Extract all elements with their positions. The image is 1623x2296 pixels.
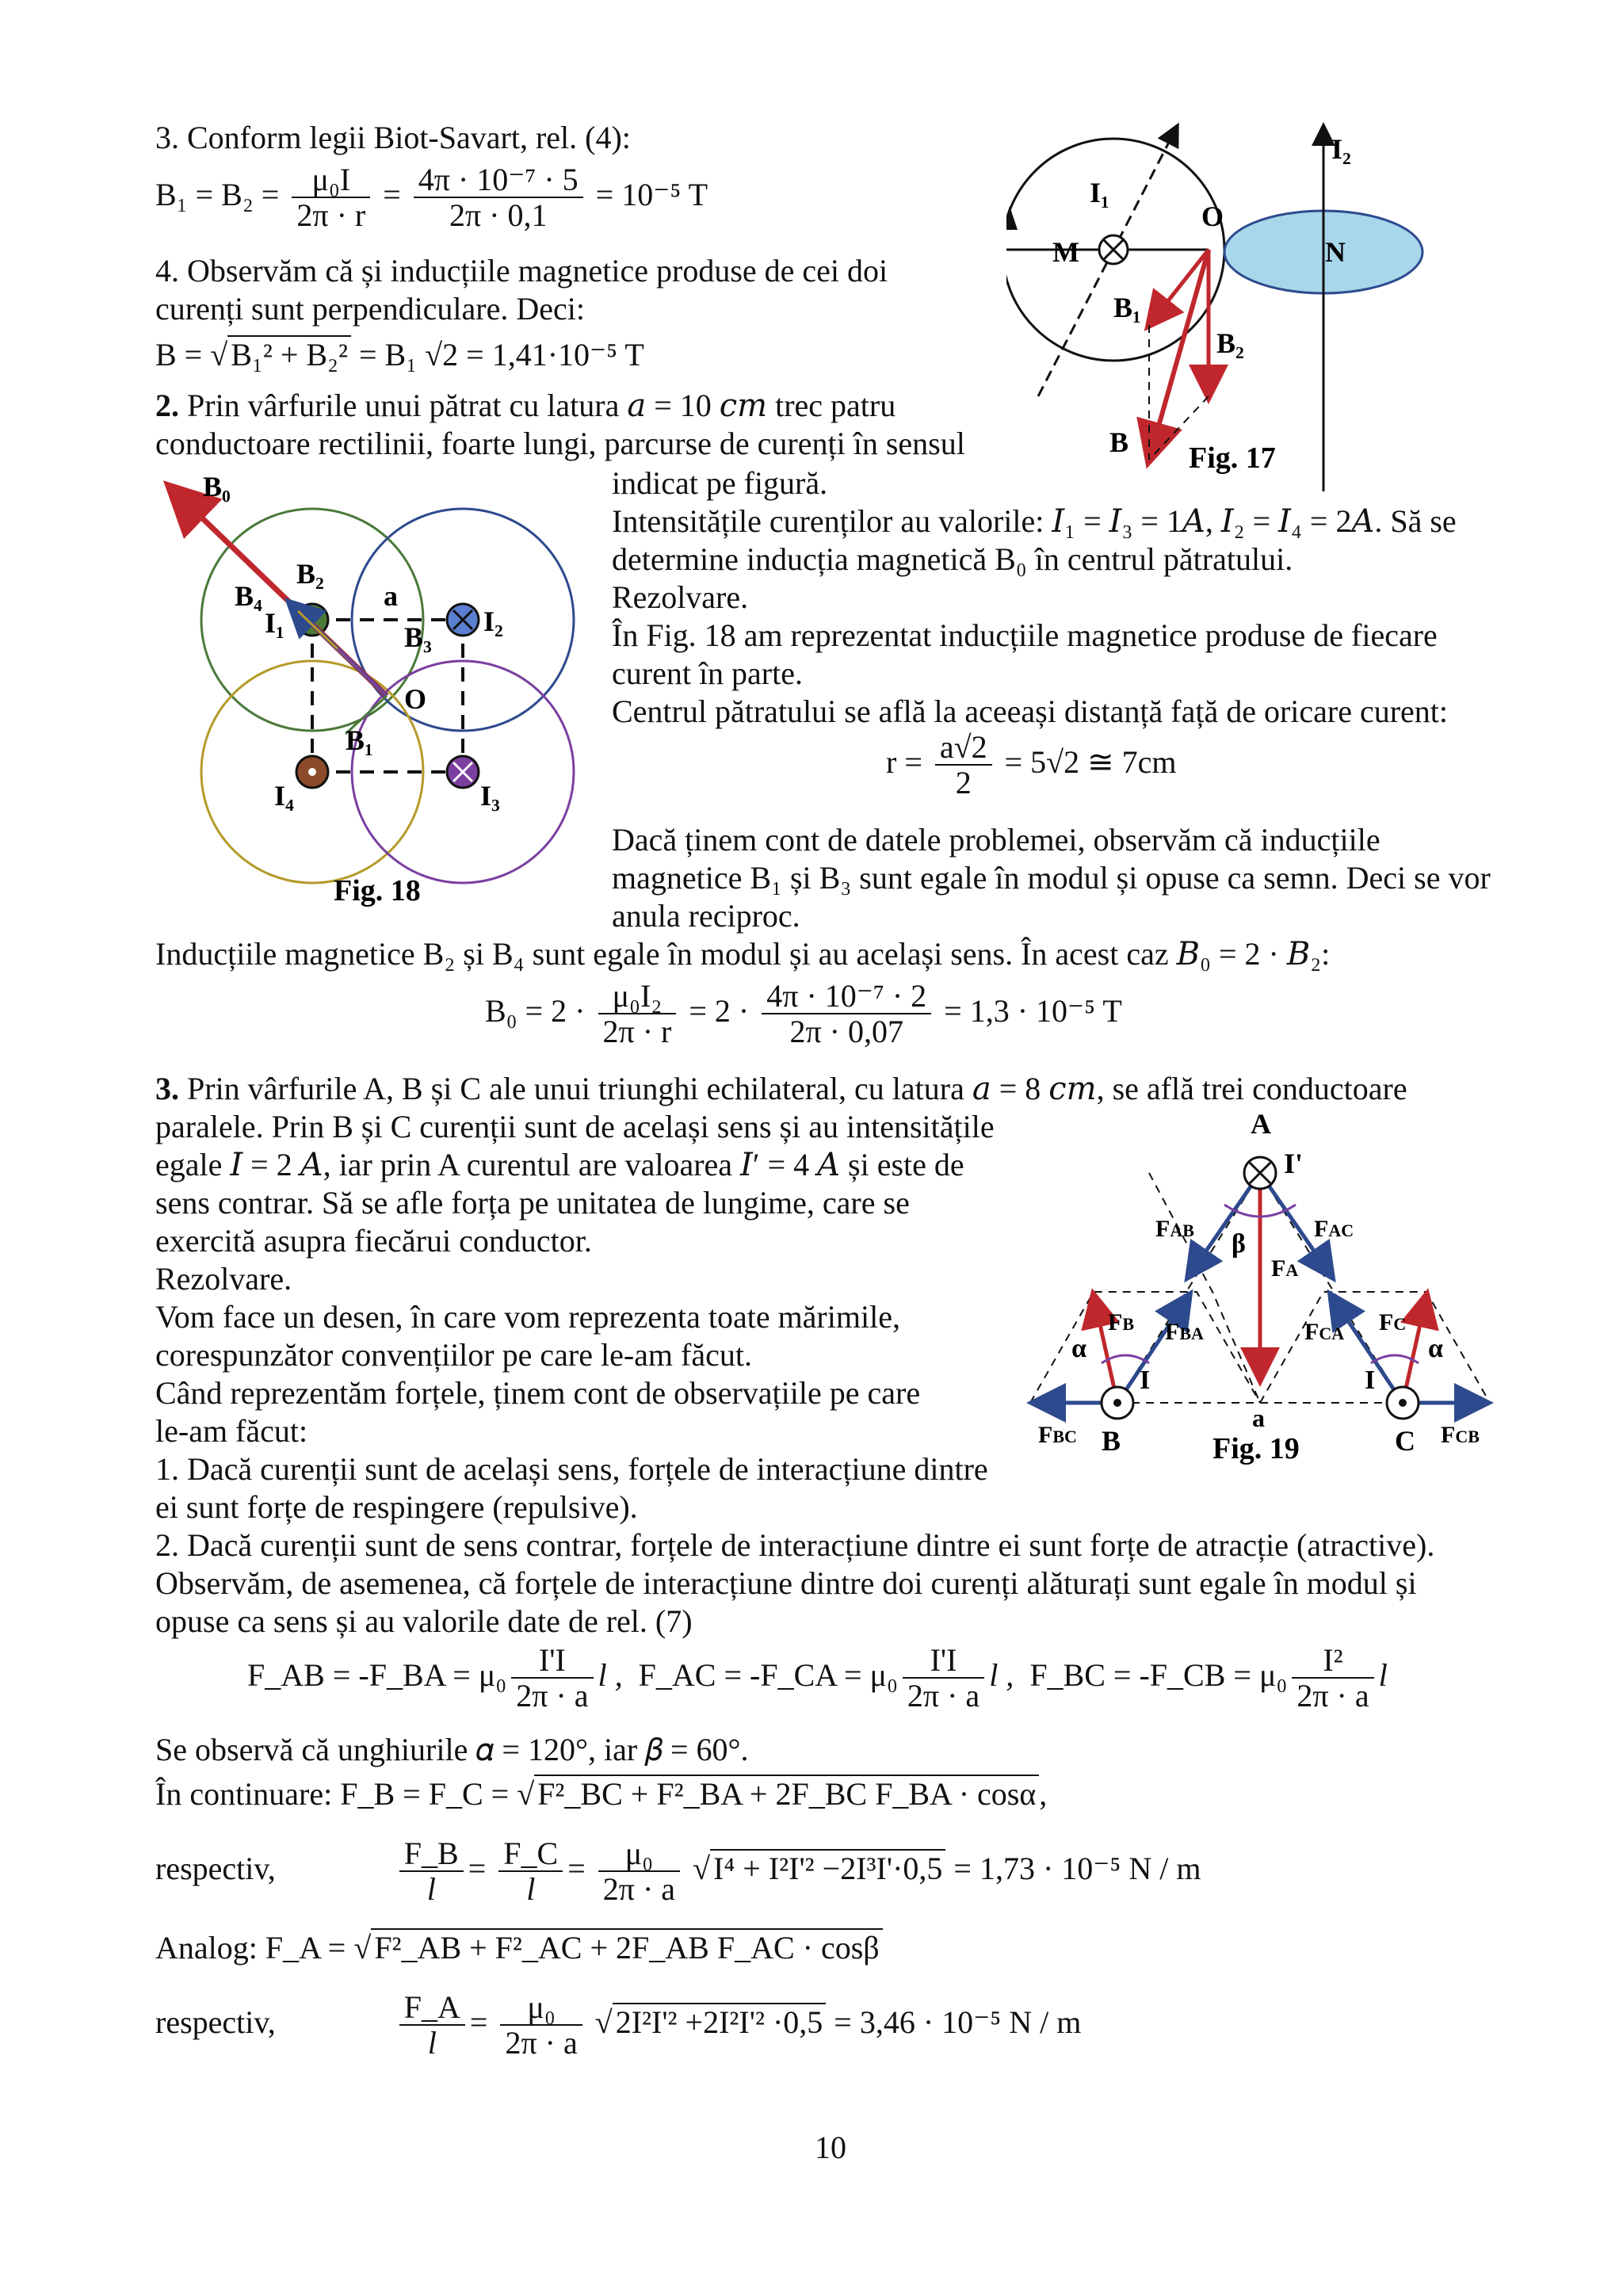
label-a: A xyxy=(1251,1110,1271,1140)
label-b1: B₁ xyxy=(1113,292,1141,323)
conductor-i1 xyxy=(296,604,328,636)
text-line: curent în parte. xyxy=(612,655,803,691)
label-fb: FB xyxy=(1108,1309,1135,1335)
text-line: indicat pe figură. xyxy=(612,465,828,501)
label-b3: B₃ xyxy=(404,621,432,653)
figure-18 xyxy=(155,472,607,916)
equation-b0: B₀ = 2 · $\frac{\text{μ₀I₂}}{2\pi \cdot r}$ = 2 · $\frac{\text{4π · 10⁻⁷ · 2}}{2\pi \cdot 0,07}$ = 1,3 · 10⁻⁵ T xyxy=(485,978,1122,1049)
figure-17 xyxy=(1006,111,1450,491)
vector-fba xyxy=(1117,1296,1189,1403)
text-line: corespunzător convențiilor pe care le-am făcut. xyxy=(155,1337,752,1373)
label-i1: I₁ xyxy=(265,607,285,639)
label-a: a xyxy=(384,580,398,612)
text-line: În Fig. 18 am reprezentat inducțiile magnetice produse de fiecare xyxy=(612,617,1438,653)
text-line: opuse ca sens și au valorile date de rel. (7) xyxy=(155,1603,693,1639)
text-line: 2. Prin vârfurile unui pătrat cu latura 𝑎 = 10 𝑐𝑚 trec patru xyxy=(155,388,896,423)
text-line: Intensitățile curenților au valorile: 𝐼₁ = 𝐼₃ = 1𝐴, 𝐼₂ = 𝐼₄ = 2𝐴. Să se xyxy=(612,503,1457,539)
label-b: B xyxy=(1109,426,1129,458)
label-o: O xyxy=(404,683,427,715)
text-line: exercită asupra fiecărui conductor. xyxy=(155,1223,592,1259)
text-line: curenți sunt perpendiculare. Deci: xyxy=(155,291,585,327)
label-i2: I₂ xyxy=(1331,133,1351,165)
label-i: I xyxy=(1365,1366,1376,1395)
text-line: le-am făcut: xyxy=(155,1413,308,1449)
text-line: Vom face un desen, în care vom reprezenta toate mărimile, xyxy=(155,1299,900,1335)
label-i-prime: I' xyxy=(1284,1148,1304,1179)
text-line: Dacă ținem cont de datele problemei, observăm că inducțiile xyxy=(612,822,1381,858)
label-a-side: a xyxy=(1252,1404,1265,1432)
text-line: egale 𝐼 = 2 𝐴, iar prin A curentul are valoarea 𝐼′ = 4 𝐴 și este de xyxy=(155,1147,964,1182)
label-fba: FBA xyxy=(1165,1319,1204,1345)
text-line: Observăm, de asemenea, că forțele de interacțiune dintre doi curenți alăturați sunt egale în modul și xyxy=(155,1565,1417,1601)
equation-r: r = $\frac{a√2}{2}$ = 5√2 ≅ 7cm xyxy=(886,729,1177,800)
text-line: Centrul pătratului se află la aceeași distanță față de oricare curent: xyxy=(612,693,1449,729)
label-i: I xyxy=(1140,1366,1151,1395)
label-fca: FCA xyxy=(1304,1319,1345,1345)
label-i4: I₄ xyxy=(274,780,294,812)
fig17-caption: Fig. 17 xyxy=(1189,441,1276,475)
label-fcb: FCB xyxy=(1441,1422,1480,1448)
label-alpha: α xyxy=(1071,1334,1086,1363)
text-line: conductoare rectilinii, foarte lungi, parcurse de curenți în sensul xyxy=(155,426,965,461)
equation-forces: F_AB = -F_BA = μ₀ $\frac{I'I}{2\pi \cdot a}$ l , F_AC = -F_CA = μ₀ $\frac{I'I}{2\pi \cdot a}$ l , F_BC = -F_CB = μ₀ $\frac{\text{I²}}{2\pi \cdot a}$ l xyxy=(247,1642,1388,1713)
label-fbc: FBC xyxy=(1038,1422,1077,1448)
text-line: determine inducția magnetică B₀ în centrul pătratului. xyxy=(612,541,1293,577)
label-m: M xyxy=(1052,236,1079,268)
text-line: paralele. Prin B și C curenții sunt de același sens și au intensitățile xyxy=(155,1109,995,1144)
text-line: Inducțiile magnetice B₂ și B₄ sunt egale în modul și au același sens. În acest caz 𝐵₀ = 2 · 𝐵₂: xyxy=(155,936,1331,972)
equation-fa-result: respectiv, $\frac{F\_A}{l}$ = $\frac{\text{μ₀}}{2\pi \cdot a}$ √ 2I²I'² +2I²I'² ·0,5 = 3,46 · 10⁻⁵ N / m xyxy=(155,1989,1082,2061)
label-alpha: α xyxy=(1428,1334,1443,1363)
label-fac: FAC xyxy=(1314,1216,1354,1242)
equation-fb: În continuare: F_B = F_C = √ F²_BC + F²_BA + 2F_BC F_BA · cosα , xyxy=(155,1776,1048,1812)
label-i3: I₃ xyxy=(480,780,500,812)
label-b2: B₂ xyxy=(1216,327,1244,359)
text-line: magnetice B₁ și B₃ sunt egale în modul și opuse ca semn. Deci se vor xyxy=(612,860,1491,896)
label-b0: B₀ xyxy=(203,472,231,502)
text-line: Când reprezentăm forțele, ținem cont de observațiile pe care xyxy=(155,1375,921,1411)
text-line: sens contrar. Să se afle forța pe unitatea de lungime, care se xyxy=(155,1185,910,1221)
label-b4: B₄ xyxy=(235,580,262,612)
vector-fab xyxy=(1189,1173,1260,1276)
text-line: anula reciproc. xyxy=(612,898,800,934)
figure-19 xyxy=(1022,1110,1514,1474)
label-fab: FAB xyxy=(1155,1216,1194,1242)
arrow-icon xyxy=(1006,206,1018,230)
fig19-caption: Fig. 19 xyxy=(1212,1432,1300,1465)
label-n: N xyxy=(1325,236,1346,268)
equation-b1-b2: B₁ = B₂ = $\frac{\text{μ₀I}}{2\pi \cdot r}$ = $\frac{\text{4π · 10⁻⁷ · 5}}{2\pi \cdot 0,1}$ = 10⁻⁵ T xyxy=(155,162,708,233)
fig18-caption: Fig. 18 xyxy=(334,874,421,907)
vector-b3 xyxy=(338,648,387,696)
page-number: 10 xyxy=(815,2130,846,2165)
label-i1: I₁ xyxy=(1090,177,1109,208)
text-line: 2. Dacă curenții sunt de sens contrar, forțele de interacțiune dintre ei sunt forțe de atracție (atractive). xyxy=(155,1527,1435,1563)
label-fc: FC xyxy=(1379,1309,1407,1335)
text-line: ei sunt forțe de respingere (repulsive). xyxy=(155,1489,638,1525)
label-fa: FA xyxy=(1271,1255,1299,1282)
text-line: Rezolvare. xyxy=(612,579,749,615)
label-b: B xyxy=(1102,1425,1121,1457)
text-line: Rezolvare. xyxy=(155,1261,292,1297)
label-i2: I₂ xyxy=(483,606,503,637)
label-beta: β xyxy=(1232,1229,1246,1259)
text-line: 1. Dacă curenții sunt de același sens, forțele de interacțiune dintre xyxy=(155,1451,988,1487)
equation-fb-result: respectiv, $\frac{F\_B}{l}$ = $\frac{F\_C}{l}$ = $\frac{\text{μ₀}}{2\pi \cdot a}$ √ I⁴ + I²I'² −2I³I'·0,5 = 1,73 · 10⁻⁵ N / m xyxy=(155,1836,1201,1907)
equation-b-total: B = √ B₁² + B₂² = B₁ √2 = 1,41·10⁻⁵ T xyxy=(155,337,644,372)
equation-fa: Analog: F_A = √ F²_AB + F²_AC + 2F_AB F_AC · cosβ xyxy=(155,1929,883,1966)
text-line: 3. Conform legii Biot-Savart, rel. (4): xyxy=(155,120,631,155)
label-c: C xyxy=(1395,1425,1415,1457)
label-o: O xyxy=(1201,201,1224,232)
text-line: 4. Observăm că și inducțiile magnetice produse de cei doi xyxy=(155,253,888,288)
text-line: 3. Prin vârfurile A, B și C ale unui triunghi echilateral, cu latura 𝑎 = 8 𝑐𝑚, se află trei conductoare xyxy=(155,1071,1407,1106)
label-b2: B₂ xyxy=(296,558,324,590)
text-line: Se observă că unghiurile 𝛼 = 120°, iar 𝛽 = 60°. xyxy=(155,1732,749,1767)
label-b1: B₁ xyxy=(346,724,373,756)
